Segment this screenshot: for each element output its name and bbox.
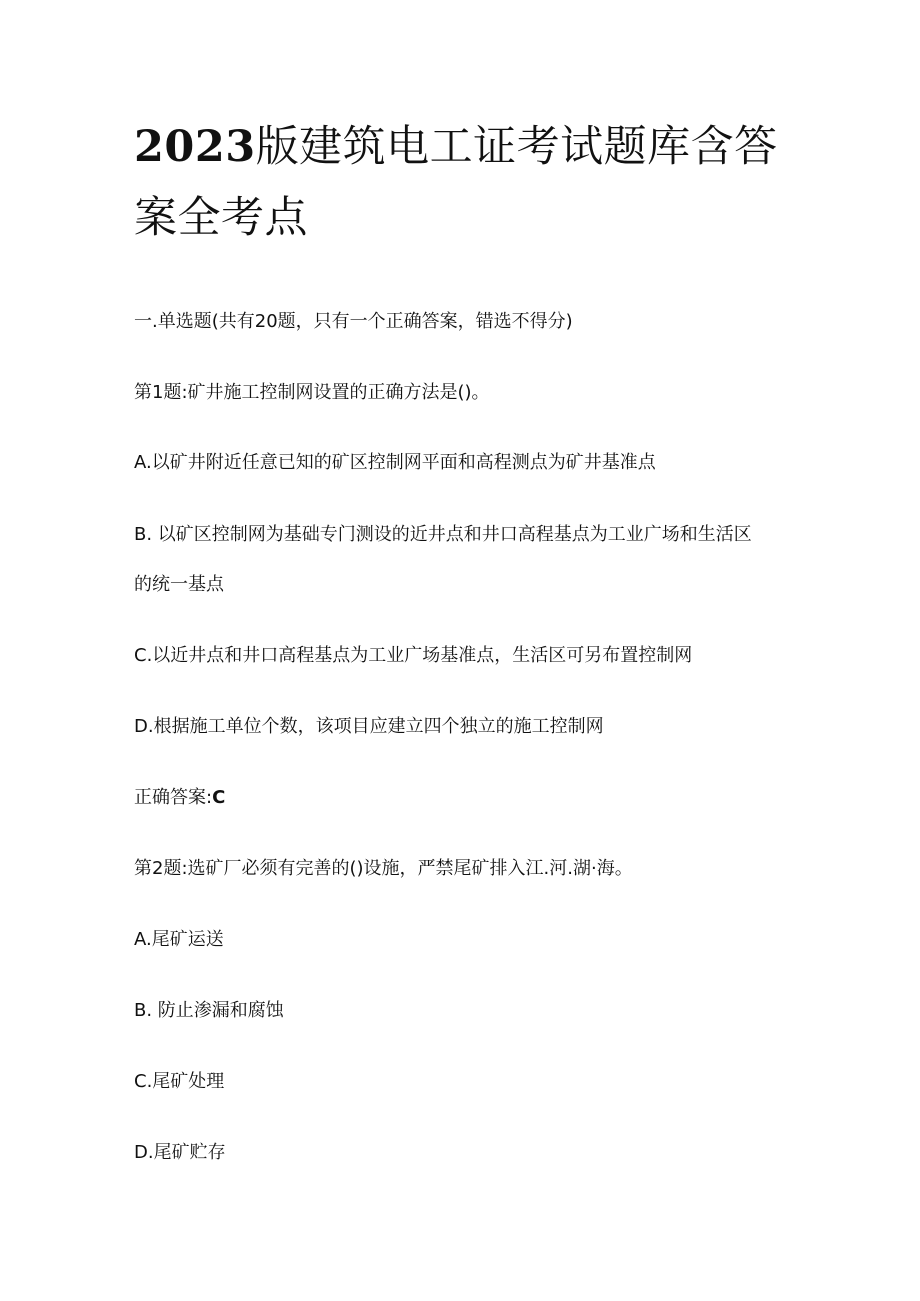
question-1-option-d: D.根据施工单位个数，该项目应建立四个独立的施工控制网 [134,716,604,737]
question-2-option-b: B. 防止渗漏和腐蚀 [134,1000,284,1021]
question-1-option-b: B. 以矿区控制网为基础专门测设的近井点和井口高程基点为工业广场和生活区 [134,524,752,545]
title-text: 版建筑电工证考试题库含答案全考点 [134,122,778,243]
question-2-option-c: C.尾矿处理 [134,1071,225,1092]
answer-label: 正确答案: [134,787,213,808]
title-year: 2023 [134,122,256,172]
question-1-answer [134,786,225,810]
document-title [134,112,814,254]
section-heading: 一.单选题(共有20题，只有一个正确答案，错选不得分) [134,311,573,332]
question-1-stem: 第1题:矿井施工控制网设置的正确方法是()。 [134,382,490,403]
question-2-stem: 第2题:选矿厂必须有完善的()设施，严禁尾矿排入江.河.湖·海。 [134,858,633,879]
question-1-option-c: C.以近井点和井口高程基点为工业广场基准点，生活区可另布置控制网 [134,645,693,666]
question-1-option-b-continued: 的统一基点 [134,574,224,595]
question-2-option-d: D.尾矿贮存 [134,1142,226,1163]
answer-value: C [212,787,226,808]
question-1-option-a: A.以矿井附近任意已知的矿区控制网平面和高程测点为矿井基准点 [134,452,656,473]
question-2-option-a: A.尾矿运送 [134,929,224,950]
